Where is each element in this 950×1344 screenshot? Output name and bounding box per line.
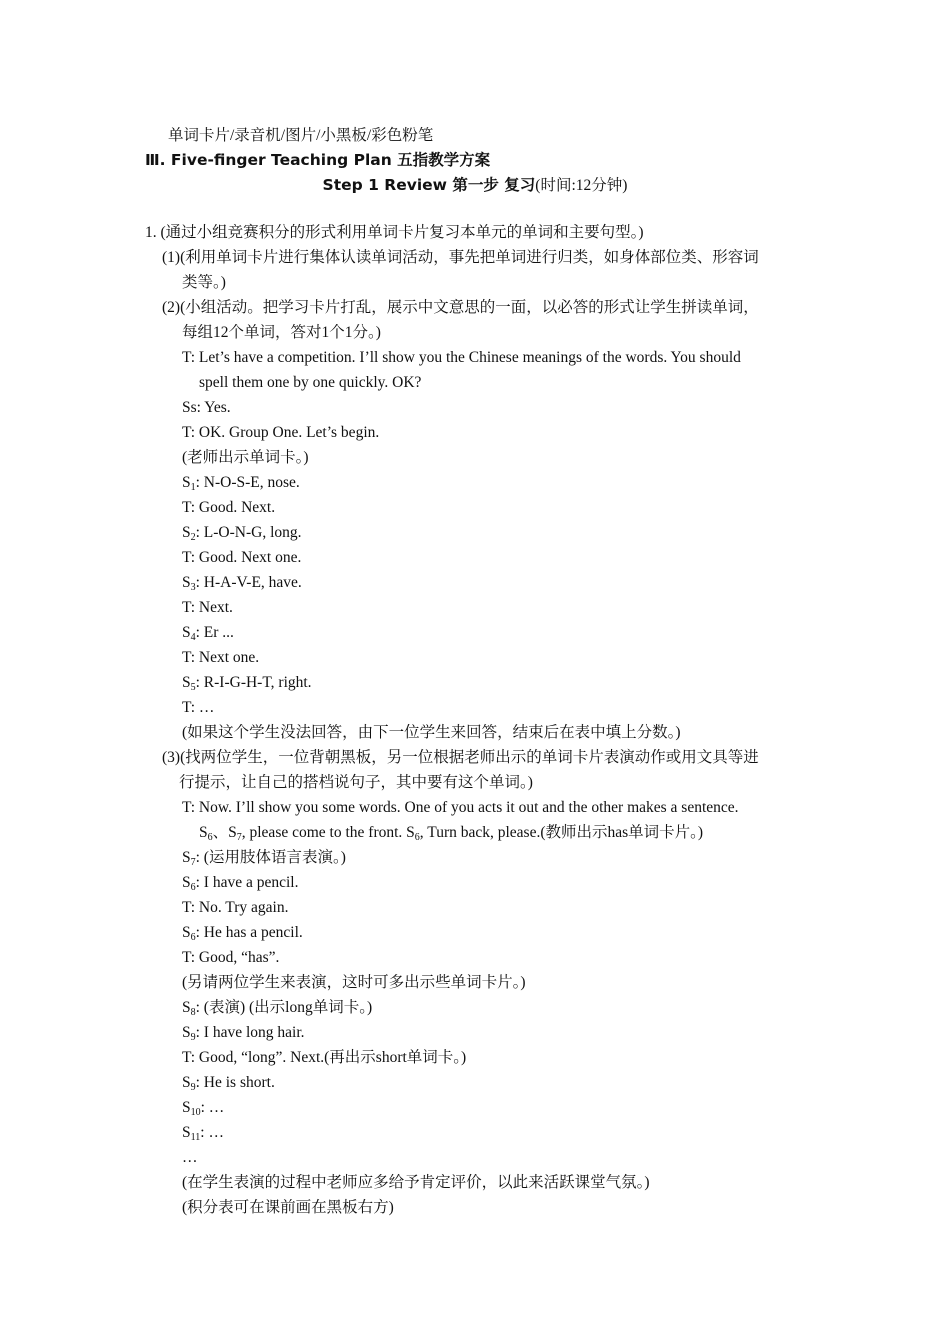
dialogue-line: Ss: Yes. [182,399,231,416]
sub-item-1-line-2: 类等。) [182,274,226,291]
materials-line: 单词卡片/录音机/图片/小黑板/彩色粉笔 [168,127,434,144]
speaker-number: 1 [190,482,196,493]
dialogue-line [182,670,312,695]
speaker-number: 9 [190,1032,196,1043]
speaker-number: 6 [190,882,196,893]
speaker-number: 5 [190,682,196,693]
stage-direction: (如果这个学生没法回答，由下一位学生来回答，结束后在表中填上分数。) [182,724,681,741]
utterance: : … [200,1099,225,1116]
utterance: : … [200,1124,224,1141]
utterance: , please come to the front. S [241,824,415,841]
utterance: : N-O-S-E, nose. [195,474,300,491]
dialogue-line: T: Next one. [182,649,260,666]
utterance: : He is short. [195,1074,275,1091]
utterance: : (运用肢体语言表演。) [195,849,346,866]
utterance: : I have a pencil. [195,874,299,891]
dialogue-line [182,1095,224,1120]
dialogue-line: T: Now. I’ll show you some words. One of you acts it out and the other makes a sentence. [182,799,739,816]
dialogue-line [182,920,303,945]
utterance: , Turn back, please.(教师出示has单词卡片。) [419,824,704,841]
speaker: S [182,524,191,541]
dialogue-line [182,570,302,595]
dialogue-line [182,1070,275,1095]
dialogue-line [182,520,302,545]
dialogue-line: T: No. Try again. [182,899,289,916]
stage-direction: (老师出示单词卡。) [182,449,309,466]
dialogue-line: T: Good, “long”. Next.(再出示short单词卡。) [182,1049,467,1066]
utterance: : I have long hair. [195,1024,305,1041]
speaker: S [182,574,191,591]
dialogue-line [182,870,298,895]
sub-item-3-line-1: (3)(找两位学生，一位背朝黑板，另一位根据老师出示的单词卡片表演动作或用文具等进 [162,749,759,766]
utterance: : H-A-V-E, have. [195,574,302,591]
dialogue-line: T: Good. Next. [182,499,276,516]
speaker: S [182,1099,191,1116]
speaker-number: 7 [236,832,242,843]
speaker-number: 6 [207,832,213,843]
dialogue-line: T: Let’s have a competition. I’ll show you the Chinese meanings of the words. You should [182,349,741,366]
speaker: S [182,849,191,866]
sub-item-3-line-2: 行提示，让自己的搭档说句子，其中要有这个单词。) [179,774,533,791]
step-title: Step 1 Review 第一步 复习 [322,176,536,194]
speaker: 、S [212,824,237,841]
stage-direction: (在学生表演的过程中老师应多给予肯定评价，以此来活跃课堂气氛。) [182,1174,650,1191]
step-time: (时间:12分钟) [535,177,628,194]
speaker: S [182,674,191,691]
dialogue-line [182,995,372,1020]
speaker: S [182,1024,191,1041]
speaker: S [182,874,191,891]
dialogue-line: spell them one by one quickly. OK? [199,374,422,391]
speaker-number: 7 [190,857,196,868]
speaker-number: 8 [190,1007,196,1018]
speaker-number: 9 [190,1082,196,1093]
speaker: S [182,624,191,641]
dialogue-line: T: … [182,699,215,716]
speaker-number: 3 [190,582,196,593]
speaker: S [182,1074,191,1091]
dialogue-line: T: Next. [182,599,233,616]
section-heading: Ⅲ. Five-finger Teaching Plan 五指教学方案 [145,151,491,169]
dialogue-line [182,845,346,870]
utterance: : He has a pencil. [195,924,303,941]
speaker-number: 10 [190,1107,201,1118]
stage-direction: (积分表可在课前画在黑板右方) [182,1199,394,1216]
speaker-number: 2 [190,532,196,543]
speaker: S [182,924,191,941]
dialogue-line: T: OK. Group One. Let’s begin. [182,424,380,441]
dialogue-line [199,820,703,845]
speaker-number: 6 [414,832,420,843]
stage-direction: (另请两位学生来表演，这时可多出示些单词卡片。) [182,974,526,991]
speaker: S [182,1124,191,1141]
utterance: : Er ... [195,624,234,641]
speaker-number: 4 [190,632,196,643]
item-1: 1. (通过小组竞赛积分的形式利用单词卡片复习本单元的单词和主要句型。) [145,224,644,241]
dialogue-line [182,620,234,645]
dialogue-line: T: Good, “has”. [182,949,280,966]
speaker: S [182,999,191,1016]
speaker: S [199,824,208,841]
step-heading [0,173,950,198]
speaker-number: 6 [190,932,196,943]
speaker-number: 11 [190,1132,201,1143]
dialogue-line: T: Good. Next one. [182,549,302,566]
utterance: : R-I-G-H-T, right. [195,674,312,691]
dialogue-line [182,1120,224,1145]
sub-item-2-line-2: 每组12个单词，答对1个1分。) [182,324,381,341]
sub-item-1-line-1: (1)(利用单词卡片进行集体认读单词活动，事先把单词进行归类，如身体部位类、形容词 [162,249,759,266]
speaker: S [182,474,191,491]
dialogue-line [182,470,300,495]
ellipsis-line: … [182,1149,198,1166]
utterance: : (表演) (出示long单词卡。) [195,999,373,1016]
sub-item-2-line-1: (2)(小组活动。把学习卡片打乱，展示中文意思的一面，以必答的形式让学生拼读单词， [162,299,759,316]
dialogue-line [182,1020,305,1045]
utterance: : L-O-N-G, long. [195,524,302,541]
